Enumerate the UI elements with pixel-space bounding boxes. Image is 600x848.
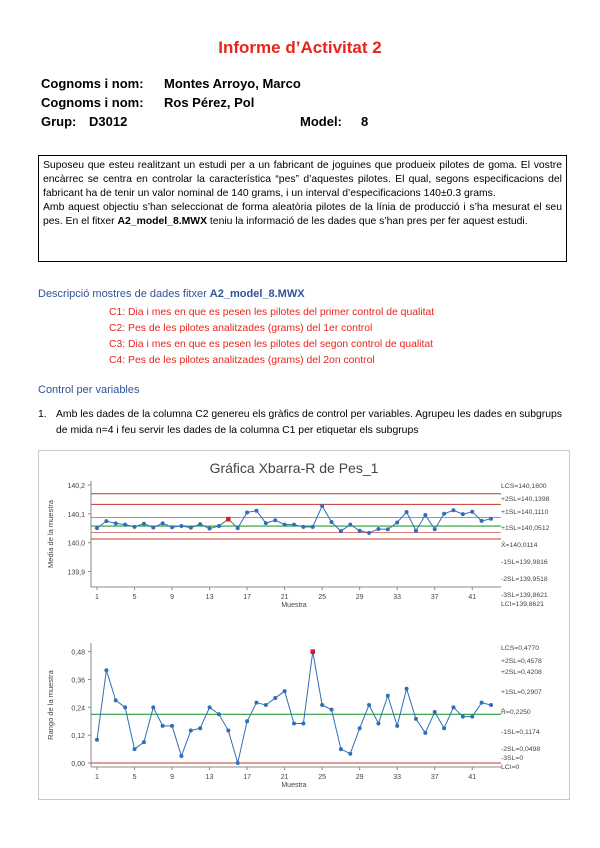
desc-c4: C4: Pes de les pilotes analitzades (grams) del 2on control <box>109 355 375 366</box>
desc-c3: C3: Dia i mes en que es pesen les pilotes del segon control de qualitat <box>109 339 434 350</box>
xbar-point <box>358 529 362 533</box>
range-limit-label: LCS=0,4770 <box>501 645 539 652</box>
range-point <box>480 701 484 705</box>
xbar-point <box>442 512 446 516</box>
range-point <box>339 747 343 751</box>
description-heading-text: Descripció mostres de dades fitxer <box>38 288 210 300</box>
range-limit-label: -1SL=0,1174 <box>501 729 540 736</box>
description-heading <box>38 288 305 300</box>
range-point <box>95 738 99 742</box>
range-limit-label: +1SL=0,2907 <box>501 689 542 696</box>
xbar-ytick-label: 140,2 <box>67 483 85 490</box>
xbar-point <box>339 529 343 533</box>
range-point <box>470 715 474 719</box>
xbar-limit-label: LCS=140,1600 <box>501 483 547 490</box>
range-xtick-label: 9 <box>170 774 175 781</box>
xbar-point <box>480 519 484 523</box>
xbar-point-out <box>226 517 231 522</box>
xbar-point <box>208 527 212 531</box>
range-xtick-label: 13 <box>205 774 214 781</box>
xbar-point <box>376 527 380 531</box>
xbar-point <box>451 508 455 512</box>
xbar-limit-label: +1SL=140,0512 <box>501 525 550 532</box>
xbar-point <box>320 504 324 508</box>
xbar-point <box>367 531 371 535</box>
xbar-point <box>301 525 305 529</box>
range-point <box>245 719 249 723</box>
range-point <box>442 726 446 730</box>
question-1-number: 1. <box>38 409 47 420</box>
range-ytick-label: 0,12 <box>71 733 85 741</box>
range-point <box>133 747 137 751</box>
range-series-line <box>97 652 491 763</box>
xbar-point <box>95 526 99 530</box>
range-point <box>179 754 183 758</box>
xbar-xtick-label: 33 <box>393 594 402 601</box>
xbar-xtick-label: 29 <box>355 594 364 601</box>
xbar-point <box>123 523 127 527</box>
range-point <box>236 761 240 765</box>
xbar-point <box>236 526 240 530</box>
xbar-point <box>114 521 118 525</box>
range-ytick-label: 0,36 <box>71 677 85 685</box>
xbar-point <box>264 521 268 525</box>
xbar-xtick-label: 21 <box>280 594 289 601</box>
xbar-limit-label: LCI=139,8621 <box>501 601 544 608</box>
range-point <box>189 729 193 733</box>
range-point <box>358 726 362 730</box>
range-point <box>386 694 390 698</box>
range-point <box>301 722 305 726</box>
range-point <box>142 740 146 744</box>
range-point <box>217 712 221 716</box>
range-point <box>273 696 277 700</box>
xbar-limit-label: +1SL=140,1110 <box>501 509 549 516</box>
xbar-point <box>273 518 277 522</box>
range-point <box>395 724 399 728</box>
range-point <box>264 703 268 707</box>
range-limit-label: R̄=0,2250 <box>501 709 531 716</box>
intro-file: A2_model_8.MWX <box>117 215 208 227</box>
range-xtick-label: 41 <box>468 774 477 781</box>
xbar-point <box>423 513 427 517</box>
range-point <box>461 715 465 719</box>
range-point <box>114 698 118 702</box>
xbar-limit-label: -1SL=139,9816 <box>501 559 548 566</box>
xbar-point <box>414 529 418 533</box>
xbar-xtick-label: 5 <box>132 594 137 601</box>
desc-c1: C1: Dia i mes en que es pesen les pilotes del primer control de qualitat <box>109 307 435 318</box>
xbar-series-line <box>97 506 491 533</box>
range-point <box>330 708 334 712</box>
control-heading: Control per variables <box>38 384 140 396</box>
xbar-point <box>179 524 183 528</box>
range-point <box>283 689 287 693</box>
model-label: Model: <box>300 114 342 129</box>
range-ytick-label: 0,24 <box>71 705 85 713</box>
control-chart-frame <box>38 450 570 800</box>
xbar-xlabel: Muestra <box>281 602 307 609</box>
intro-paragraph-1: Suposeu que esteu realitzant un estudi per a un fabricant de joguines que produeix pilotes de goma. El vostre encàrrec se centra en controlar la característica “pes” d’aquestes pilotes. El qual, segons especificacions del fabricant ha de tenir un valor nominal de 140 grams, i un interval d’especificacions 140±0.3 grams. <box>43 160 562 199</box>
xbar-limit-label: X̄=140,0114 <box>501 542 538 549</box>
intro-p2-a: Amb aquest objectiu s’han seleccionat de forma aleatòria pilotes de la línia de producció i s’ha mesurat el seu pes. En el fitxer <box>43 201 562 227</box>
range-point-out <box>310 649 315 654</box>
xbar-point <box>170 525 174 529</box>
xbar-point <box>330 520 334 524</box>
xbar-point <box>245 510 249 514</box>
range-point <box>405 687 409 691</box>
xbar-ytick-label: 140,1 <box>67 511 85 519</box>
name1-value: Montes Arroyo, Marco <box>164 76 301 91</box>
xbar-limit-label: -2SL=139,9518 <box>501 576 548 583</box>
xbar-limit-label: +2SL=140,1398 <box>501 496 550 503</box>
range-ylabel: Rango de la muestra <box>46 670 55 740</box>
xbar-xtick-label: 17 <box>243 594 251 601</box>
range-point <box>348 752 352 756</box>
range-point <box>104 668 108 672</box>
xbar-xtick-label: 1 <box>95 594 99 601</box>
range-point <box>170 724 174 728</box>
xbar-xtick-label: 9 <box>170 594 175 601</box>
range-point <box>367 703 371 707</box>
xbar-point <box>405 510 409 514</box>
range-limit-label: +2SL=0,4578 <box>501 658 542 665</box>
range-xtick-label: 21 <box>280 774 289 781</box>
xbar-ylabel: Media de la muestra <box>46 500 55 568</box>
range-point <box>433 710 437 714</box>
name2-value: Ros Pérez, Pol <box>164 95 255 110</box>
range-xtick-label: 29 <box>355 774 364 781</box>
desc-c2: C2: Pes de les pilotes analitzades (grams) del 1er control <box>109 323 373 334</box>
xbar-point <box>217 524 221 528</box>
xbar-point <box>292 523 296 527</box>
xbar-point <box>161 521 165 525</box>
xbar-point <box>489 517 493 521</box>
xbar-ytick-label: 140,0 <box>67 540 85 548</box>
model-value: 8 <box>361 114 369 129</box>
xbar-point <box>386 527 390 531</box>
range-point <box>198 726 202 730</box>
xbar-limit-label: -3SL=139,8621 <box>501 592 548 599</box>
description-file: A2_model_8.MWX <box>209 288 305 300</box>
xbar-point <box>470 510 474 514</box>
range-ytick-label: 0,00 <box>71 761 85 768</box>
xbar-point <box>198 522 202 526</box>
range-xlabel: Muestra <box>281 782 307 789</box>
range-point <box>161 724 165 728</box>
xbar-point <box>104 519 108 523</box>
xbar-point <box>395 520 399 524</box>
xbar-point <box>433 527 437 531</box>
range-point <box>226 729 230 733</box>
question-1-text: Amb les dades de la columna C2 genereu els gràfics de control per variables. Agrupeu les dades en subgrups de mida n=4 i feu servir les dades de la columna C1 per etiquetar els subgrups <box>56 409 562 436</box>
chart-title: Gráfica Xbarra-R de Pes_1 <box>209 460 379 476</box>
xbar-point <box>254 509 258 513</box>
xbar-r-chart <box>39 451 569 799</box>
xbar-point <box>348 523 352 527</box>
xbar-point <box>461 512 465 516</box>
xbar-point <box>142 522 146 526</box>
name2-label: Cognoms i nom: <box>41 95 144 110</box>
range-point <box>489 703 493 707</box>
range-ytick-label: 0,48 <box>71 649 85 657</box>
intro-p2-b: teniu la informació de les dades que s’han pres per fer aquest estudi. <box>207 215 528 227</box>
range-xtick-label: 5 <box>132 774 137 781</box>
xbar-point <box>151 525 155 529</box>
name1-label: Cognoms i nom: <box>41 76 144 91</box>
range-point <box>292 722 296 726</box>
xbar-xtick-label: 13 <box>205 594 214 601</box>
range-xtick-label: 33 <box>393 774 402 781</box>
range-xtick-label: 17 <box>243 774 251 781</box>
group-label: Grup: <box>41 114 77 129</box>
question-1 <box>38 407 568 439</box>
range-point <box>376 722 380 726</box>
page-title: Informe d’Activitat 2 <box>218 38 382 57</box>
xbar-xtick-label: 41 <box>468 594 477 601</box>
range-point <box>451 705 455 709</box>
range-point <box>151 705 155 709</box>
range-xtick-label: 37 <box>430 774 439 781</box>
xbar-point <box>311 525 315 529</box>
xbar-xtick-label: 25 <box>318 594 327 601</box>
group-value: D3012 <box>89 114 128 129</box>
range-xtick-label: 1 <box>95 774 99 781</box>
xbar-point <box>189 526 193 530</box>
range-point <box>208 705 212 709</box>
intro-paragraph-2 <box>43 201 562 229</box>
range-point <box>414 717 418 721</box>
intro-box <box>38 155 567 262</box>
range-point <box>320 703 324 707</box>
xbar-point <box>283 523 287 527</box>
range-point <box>123 705 127 709</box>
range-xtick-label: 25 <box>318 774 327 781</box>
range-limit-label: -3SL=0 <box>501 755 524 762</box>
range-limit-label: LCI=0 <box>501 764 520 771</box>
xbar-ytick-label: 139,9 <box>67 569 85 577</box>
range-limit-label: -2SL=0,0498 <box>501 746 541 753</box>
range-point <box>254 701 258 705</box>
xbar-point <box>133 525 137 529</box>
xbar-xtick-label: 37 <box>430 594 439 601</box>
range-point <box>423 731 427 735</box>
range-limit-label: +2SL=0,4208 <box>501 669 542 676</box>
